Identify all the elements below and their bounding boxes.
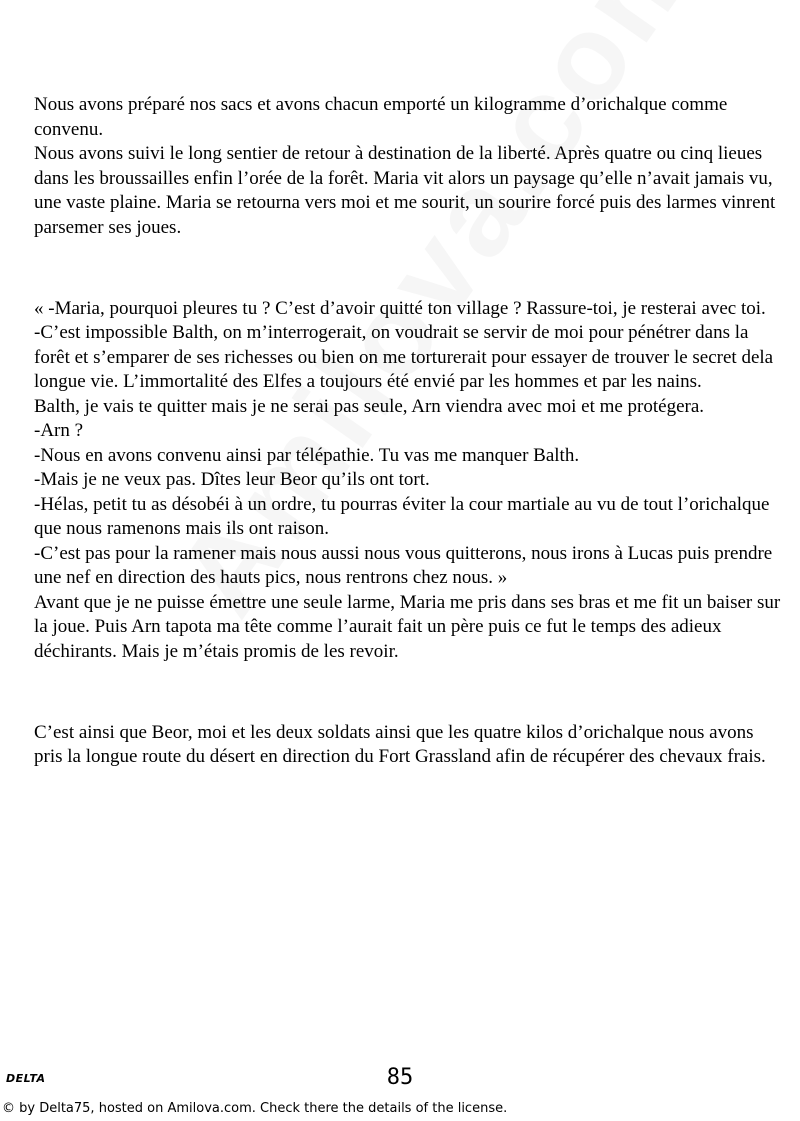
paragraph: -Nous en avons convenu ainsi par télépathie. Tu vas me manquer Balth. <box>34 444 580 466</box>
body-text <box>34 93 786 770</box>
paragraph: -C’est impossible Balth, on m’interrogerait, on voudrait se servir de moi pour pénétrer dans la forêt et s’emparer de ses richesses ou bien on me torturerait pour essayer de trouver le secret dela longue vie. L’immortalité des Elfes a toujours été envié par les hommes et par les nains. <box>34 322 774 392</box>
paragraph: -C’est pas pour la ramener mais nous aussi nous vous quitterons, nous irons à Lucas puis prendre une nef en direction des hauts pics, nous rentrons chez nous. » <box>34 542 773 588</box>
paragraph-gap <box>34 256 786 281</box>
paragraph: Avant que je ne puisse émettre une seule larme, Maria me pris dans ses bras et me fit un baiser sur la joue. Puis Arn tapota ma tête comme l’aurait fait un père puis ce fut le temps des adieux déchirants. Mais je m’étais promis de les revoir. <box>34 591 781 662</box>
copyright-notice: © by Delta75, hosted on Amilova.com. Check there the details of the license. <box>2 1101 508 1116</box>
paragraph: -Hélas, petit tu as désobéi à un ordre, tu pourras éviter la cour martiale au vu de tout l’orichalque que nous ramenons mais ils ont raison. <box>34 493 770 539</box>
paragraph: -Mais je ne veux pas. Dîtes leur Beor qu’ils ont tort. <box>34 469 430 490</box>
paragraph: Nous avons suivi le long sentier de retour à destination de la liberté. Après quatre ou cinq lieues dans les broussailles enfin l’orée de la forêt. Maria vit alors un paysage qu’elle n’avait jamais vu, une vaste plaine. Maria se retourna vers moi et me sourit, un sourire forcé puis des larmes vinrent parsemer ses joues. <box>34 143 776 238</box>
paragraph: « -Maria, pourquoi pleures tu ? C’est d’avoir quitté ton village ? Rassure-toi, je resterai avec toi. <box>34 297 766 319</box>
delta-logo: DELTA <box>6 1072 46 1085</box>
page-number: 85 <box>386 1065 414 1090</box>
paragraph: C’est ainsi que Beor, moi et les deux soldats ainsi que les quatre kilos d’orichalque nous avons pris la longue route du désert en direction du Fort Grassland afin de récupérer des chevaux frais. <box>34 721 766 767</box>
paragraph: -Arn ? <box>34 420 84 441</box>
paragraph: Balth, je vais te quitter mais je ne serai pas seule, Arn viendra avec moi et me protégera. <box>34 395 705 417</box>
paragraph-gap <box>34 680 786 705</box>
paragraph: Nous avons préparé nos sacs et avons chacun emporté un kilogramme d’orichalque comme convenu. <box>34 94 728 140</box>
